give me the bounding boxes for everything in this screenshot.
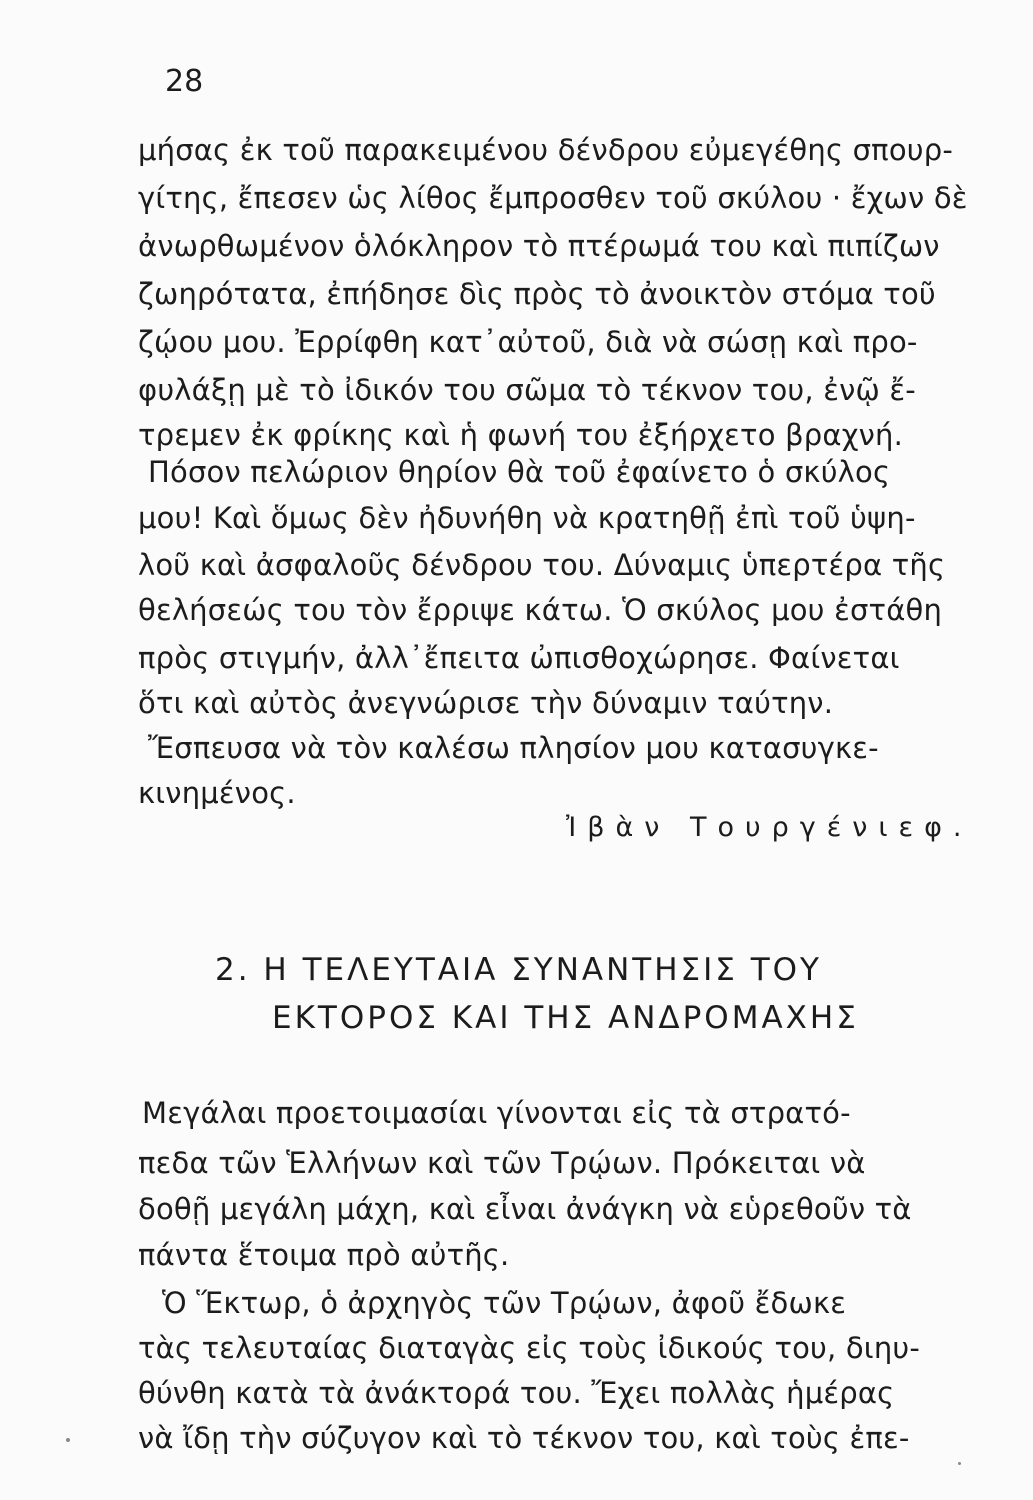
chapter-title-line: 2. Η ΤΕΛΕΥΤΑΙΑ ΣΥΝΑΝΤΗΣΙΣ ΤΟΥ xyxy=(215,952,822,988)
chapter-title-line: ΕΚΤΟΡΟΣ ΚΑΙ ΤΗΣ ΑΝΔΡΟΜΑΧΗΣ xyxy=(272,1000,859,1036)
text-line: πεδα τῶν Ἑλλήνων καὶ τῶν Τρῴων. Πρόκειται νὰ xyxy=(138,1146,866,1180)
text-line: Πόσον πελώριον θηρίον θὰ τοῦ ἐφαίνετο ὁ σκύλος xyxy=(148,455,891,489)
paper-speck xyxy=(66,1438,70,1442)
text-line: ὅτι καὶ αὐτὸς ἀνεγνώρισε τὴν δύναμιν ταύτην. xyxy=(138,686,834,720)
text-line: Ἔσπευσα νὰ τὸν καλέσω πλησίον μου κατασυγκε- xyxy=(148,731,879,765)
text-line: γίτης, ἔπεσεν ὡς λίθος ἔμπροσθεν τοῦ σκύλου · ἔχων δὲ xyxy=(138,181,968,215)
page-number: 28 xyxy=(165,64,204,99)
text-line: πάντα ἕτοιμα πρὸ αὐτῆς. xyxy=(138,1238,510,1272)
text-line: πρὸς στιγμήν, ἀλλ᾽ἔπειτα ὠπισθοχώρησε. Φαίνεται xyxy=(138,641,900,675)
author-signature: Ἰβὰν Τουργένιεφ. xyxy=(566,812,973,843)
text-line: Ὁ Ἕκτωρ, ὁ ἀρχηγὸς τῶν Τρῴων, ἀφοῦ ἔδωκε xyxy=(162,1286,847,1320)
paper-speck xyxy=(958,1462,961,1465)
text-line: τὰς τελευταίας διαταγὰς εἰς τοὺς ἰδικούς του, διηυ- xyxy=(138,1331,921,1365)
text-line: ἀνωρθωμένον ὁλόκληρον τὸ πτέρωμά του καὶ πιπίζων xyxy=(138,229,940,263)
text-line: θύνθη κατὰ τὰ ἀνάκτορά του. Ἔχει πολλὰς ἡμέρας xyxy=(138,1376,895,1410)
text-line: Μεγάλαι προετοιμασίαι γίνονται εἰς τὰ στρατό- xyxy=(142,1096,851,1130)
text-line: τρεμεν ἐκ φρίκης καὶ ἡ φωνή του ἐξήρχετο βραχνή. xyxy=(138,418,904,452)
text-line: δοθῇ μεγάλη μάχη, καὶ εἶναι ἀνάγκη νὰ εὑρεθοῦν τὰ xyxy=(138,1192,912,1226)
text-line: μήσας ἐκ τοῦ παρακειμένου δένδρου εὐμεγέθης σπουρ- xyxy=(138,133,954,167)
text-line: ζωηρότατα, ἐπήδησε δὶς πρὸς τὸ ἀνοικτὸν στόμα τοῦ xyxy=(138,277,936,311)
text-line: ζῴου μου. Ἐρρίφθη κατ᾽αὐτοῦ, διὰ νὰ σώσῃ καὶ προ- xyxy=(138,325,918,359)
text-line: κινημένος. xyxy=(138,776,296,810)
text-line: νὰ ἴδῃ τὴν σύζυγον καὶ τὸ τέκνον του, καὶ τοὺς ἐπε- xyxy=(138,1421,910,1455)
text-line: θελήσεώς του τὸν ἔρριψε κάτω. Ὁ σκύλος μου ἐστάθη xyxy=(138,593,943,627)
text-line: φυλάξῃ μὲ τὸ ἰδικόν του σῶμα τὸ τέκνον του, ἐνῷ ἔ- xyxy=(138,373,916,407)
text-line: μου! Καὶ ὅμως δὲν ἠδυνήθη νὰ κρατηθῇ ἐπὶ τοῦ ὑψη- xyxy=(138,501,916,535)
text-line: λοῦ καὶ ἀσφαλοῦς δένδρου του. Δύναμις ὑπερτέρα τῆς xyxy=(138,548,946,582)
